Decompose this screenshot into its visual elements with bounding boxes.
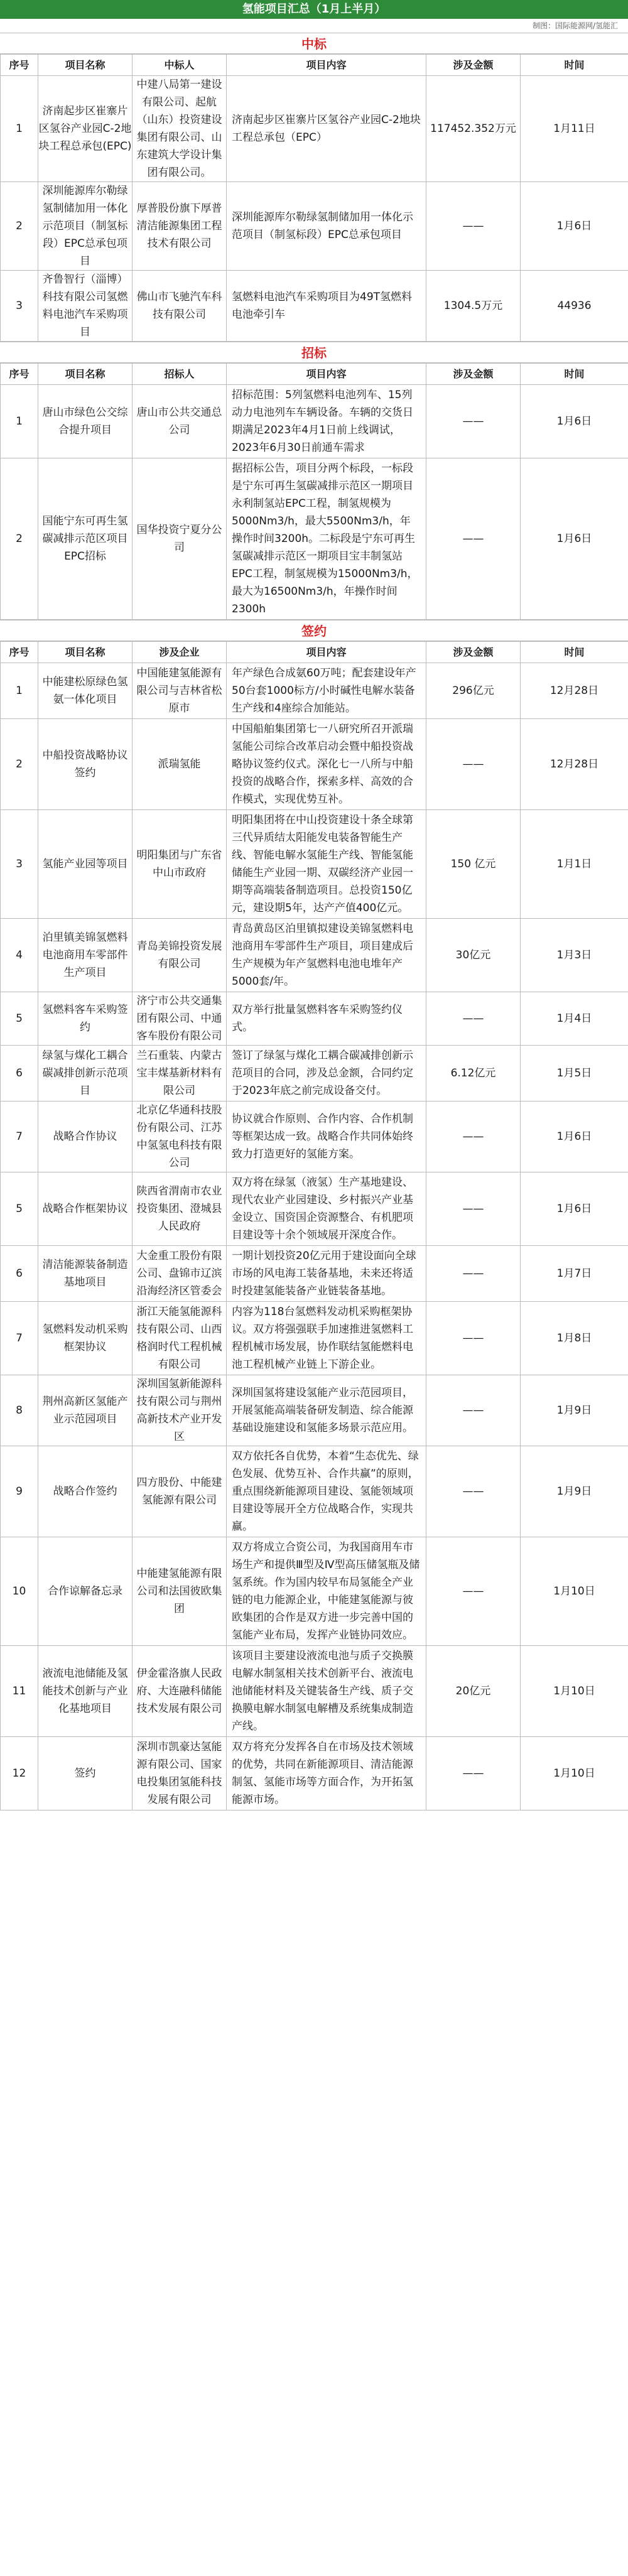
row-number-cell: 11 [1,1646,38,1737]
date-cell: 1月6日 [521,1101,628,1172]
table-header-row [1,55,628,76]
party-name-cell: 厚普股份旗下厚普清洁能源集团工程技术有限公司 [133,182,227,271]
table-row [1,271,628,342]
project-content-cell: 明阳集团将在中山投资建设十条全球第三代异质结太阳能发电装备智能生产线、智能电解水氢能生产线、智能氢能储能生产业园一期、双碳经济产业园一期等高端装备制造项目。总投资150亿元，建设期5年，达产产值400亿元。 [227,810,426,919]
date-cell: 1月6日 [521,1172,628,1246]
party-name-cell: 国华投资宁夏分公司 [133,458,227,620]
header-cell: 项目内容 [227,55,426,76]
amount-cell: 150 亿元 [426,810,521,919]
table-row [1,1046,628,1101]
row-number-cell: 9 [1,1446,38,1537]
table-row [1,1375,628,1446]
project-name-cell: 济南起步区崔寨片区氢谷产业园C-2地块工程总承包(EPC) [38,76,133,182]
row-number-cell: 2 [1,719,38,810]
date-cell: 1月10日 [521,1646,628,1737]
header-cell: 项目名称 [38,364,133,385]
party-name-cell: 中国能建氢能源有限公司与吉林省松原市 [133,663,227,719]
project-content-cell: 双方将成立合资公司，为我国商用车市场生产和提供Ⅲ型及Ⅳ型高压储氢瓶及储氢系统。作为国内较早布局氢能全产业链的电力能源企业，中能建氢能源与彼欧集团的合作是双方进一步完善中国的氢能产业布局，发挥产业链协同效应。 [227,1537,426,1646]
project-name-cell: 氢燃料发动机采购框架协议 [38,1302,133,1375]
project-content-cell: 青岛黄岛区泊里镇拟建设美锦氢燃料电池商用车零部件生产项目，项目建成后生产规模为年产氢燃料电池电堆年产5000套/年。 [227,919,426,992]
party-name-cell: 陕西省渭南市农业投资集团、澄城县人民政府 [133,1172,227,1246]
project-name-cell: 签约 [38,1737,133,1810]
table-row [1,663,628,719]
project-name-cell: 荆州高新区氢能产业示范园项目 [38,1375,133,1446]
party-name-cell: 派瑞氢能 [133,719,227,810]
row-number-cell: 6 [1,1046,38,1101]
date-cell: 1月11日 [521,76,628,182]
project-name-cell: 泊里镇美锦氢燃料电池商用车零部件生产项目 [38,919,133,992]
table-row [1,919,628,992]
project-name-cell: 合作谅解备忘录 [38,1537,133,1646]
project-content-cell: 双方依托各自优势，本着“生态优先、绿色发展、优势互补、合作共赢”的原则，重点围绕新能源项目建设、氢能领域项目建设等展开全方位战略合作，实现共赢。 [227,1446,426,1537]
header-cell: 项目内容 [227,364,426,385]
table-row [1,1646,628,1737]
date-cell: 1月7日 [521,1246,628,1302]
project-name-cell: 深圳能源库尔勒绿氢制储加用一体化示范项目（制氢标段）EPC总承包项目 [38,182,133,271]
project-content-cell: 中国船舶集团第七一八研究所召开派瑞氢能公司综合改革启动会暨中船投资战略协议签约仪式。深化七一八所与中船投资的战略合作，探索多样、高效的合作模式，实现优势互补。 [227,719,426,810]
row-number-cell: 1 [1,385,38,458]
project-content-cell: 氢燃料电池汽车采购项目为49T氢燃料电池牵引车 [227,271,426,342]
amount-cell: —— [426,1302,521,1375]
project-content-cell: 双方将充分发挥各自在市场及技术领域的优势，共同在新能源项目、清洁能源制氢、氢能市场等方面合作，为开拓氢能源市场。 [227,1737,426,1810]
table-row [1,76,628,182]
date-cell: 1月6日 [521,182,628,271]
table-row [1,1302,628,1375]
project-name-cell: 液流电池储能及氢能技术创新与产业化基地项目 [38,1646,133,1737]
date-cell: 1月10日 [521,1537,628,1646]
title-bar: 氢能项目汇总（1月上半月） [0,0,628,19]
amount-cell: —— [426,1375,521,1446]
row-number-cell: 1 [1,76,38,182]
amount-cell: —— [426,1737,521,1810]
party-name-cell: 四方股份、中能建氢能源有限公司 [133,1446,227,1537]
project-name-cell: 齐鲁智行（淄博）科技有限公司氢燃料电池汽车采购项目 [38,271,133,342]
amount-cell: —— [426,1172,521,1246]
section-title-zhaobiao: 招标 [0,342,628,363]
date-cell: 1月1日 [521,810,628,919]
header-cell: 项目名称 [38,55,133,76]
amount-cell: —— [426,458,521,620]
party-name-cell: 青岛美锦投资发展有限公司 [133,919,227,992]
amount-cell: 30亿元 [426,919,521,992]
party-name-cell: 深圳国氢新能源科技有限公司与荆州高新技术产业开发区 [133,1375,227,1446]
row-number-cell: 5 [1,992,38,1046]
date-cell: 1月3日 [521,919,628,992]
header-cell: 项目内容 [227,642,426,663]
amount-cell: —— [426,1246,521,1302]
table-row [1,1246,628,1302]
table-row [1,719,628,810]
party-name-cell: 大金重工股份有限公司、盘锦市辽滨沿海经济区管委会 [133,1246,227,1302]
header-cell: 涉及金额 [426,642,521,663]
date-cell: 1月9日 [521,1446,628,1537]
header-cell: 时间 [521,364,628,385]
amount-cell: —— [426,182,521,271]
row-number-cell: 7 [1,1302,38,1375]
table-row [1,1446,628,1537]
date-cell: 1月10日 [521,1737,628,1810]
row-number-cell: 8 [1,1375,38,1446]
amount-cell: —— [426,1446,521,1537]
date-cell: 1月9日 [521,1375,628,1446]
amount-cell: —— [426,1101,521,1172]
party-name-cell: 明阳集团与广东省中山市政府 [133,810,227,919]
row-number-cell: 4 [1,919,38,992]
amount-cell: 6.12亿元 [426,1046,521,1101]
project-content-cell: 年产绿色合成氨60万吨；配套建设年产50台套1000标方/小时碱性电解水装备生产线和4座综合加能站。 [227,663,426,719]
table-row [1,182,628,271]
table-row [1,385,628,458]
project-content-cell: 一期计划投资20亿元用于建设面向全球市场的风电海工装备基地，未来还将适时投建氢能装备产业链装备基地。 [227,1246,426,1302]
header-cell: 序号 [1,642,38,663]
header-cell: 中标人 [133,55,227,76]
table-row [1,1537,628,1646]
amount-cell: 20亿元 [426,1646,521,1737]
table-qianyue [0,641,628,1810]
project-name-cell: 氢能产业园等项目 [38,810,133,919]
table-row [1,1737,628,1810]
table-header-row [1,642,628,663]
date-cell: 1月8日 [521,1302,628,1375]
party-name-cell: 北京亿华通科技股份有限公司、江苏中氢氢电科技有限公司 [133,1101,227,1172]
project-name-cell: 中船投资战略协议签约 [38,719,133,810]
date-cell: 1月6日 [521,385,628,458]
row-number-cell: 3 [1,810,38,919]
date-cell: 44936 [521,271,628,342]
project-content-cell: 深圳能源库尔勒绿氢制储加用一体化示范项目（制氢标段）EPC总承包项目 [227,182,426,271]
table-zhaobiao [0,363,628,620]
table-row [1,458,628,620]
project-name-cell: 唐山市绿色公交综合提升项目 [38,385,133,458]
row-number-cell: 6 [1,1246,38,1302]
header-cell: 项目名称 [38,642,133,663]
project-name-cell: 氢燃料客车采购签约 [38,992,133,1046]
date-cell: 1月4日 [521,992,628,1046]
project-content-cell: 双方将在绿氢（液氢）生产基地建设、现代农业产业园建设、乡村振兴产业基金设立、国资国企资源整合、有机肥项目建设等十余个领域展开深度合作。 [227,1172,426,1246]
row-number-cell: 2 [1,458,38,620]
project-name-cell: 战略合作协议 [38,1101,133,1172]
project-name-cell: 战略合作签约 [38,1446,133,1537]
row-number-cell: 12 [1,1737,38,1810]
project-content-cell: 深圳国氢将建设氢能产业示范园项目，开展氢能高端装备研发制造、综合能源基础设施建设和氢能多场景示范应用。 [227,1375,426,1446]
project-content-cell: 济南起步区崔寨片区氢谷产业园C-2地块工程总承包（EPC） [227,76,426,182]
project-content-cell: 协议就合作原则、合作内容、合作机制等框架达成一致。战略合作共同体始终致力打造更好的氢能方案。 [227,1101,426,1172]
header-cell: 序号 [1,364,38,385]
table-row [1,1172,628,1246]
date-cell: 12月28日 [521,719,628,810]
header-cell: 时间 [521,642,628,663]
header-cell: 招标人 [133,364,227,385]
table-row [1,992,628,1046]
amount-cell: 296亿元 [426,663,521,719]
amount-cell: 1304.5万元 [426,271,521,342]
amount-cell: 117452.352万元 [426,76,521,182]
party-name-cell: 济宁市公共交通集团有限公司、中通客车股份有限公司 [133,992,227,1046]
party-name-cell: 唐山市公共交通总公司 [133,385,227,458]
table-header-row [1,364,628,385]
amount-cell: —— [426,385,521,458]
project-content-cell: 该项目主要建设液流电池与质子交换膜电解水制氢相关技术创新平台、液流电池储能材料及关键装备生产线、质子交换膜电解水制氢电解槽及系统集成制造产线。 [227,1646,426,1737]
project-content-cell: 签订了绿氢与煤化工耦合碳减排创新示范项目的合同，涉及总金额，合同约定于2023年底之前完成设备交付。 [227,1046,426,1101]
header-cell: 序号 [1,55,38,76]
date-cell: 1月6日 [521,458,628,620]
party-name-cell: 浙江天能氢能源科技有限公司、山西格润时代工程机械有限公司 [133,1302,227,1375]
party-name-cell: 伊金霍洛旗人民政府、大连融科储能技术发展有限公司 [133,1646,227,1737]
row-number-cell: 3 [1,271,38,342]
section-title-qianyue: 签约 [0,620,628,641]
row-number-cell: 1 [1,663,38,719]
amount-cell: —— [426,719,521,810]
party-name-cell: 深圳市凯豪达氢能源有限公司、国家电投集团氢能科技发展有限公司 [133,1737,227,1810]
date-cell: 1月5日 [521,1046,628,1101]
party-name-cell: 中建八局第一建设有限公司、起航（山东）投资建设集团有限公司、山东建筑大学设计集团有限公司。 [133,76,227,182]
table-row [1,810,628,919]
amount-cell: —— [426,1537,521,1646]
row-number-cell: 10 [1,1537,38,1646]
project-content-cell: 据招标公告，项目分两个标段，一标段是宁东可再生氢碳减排示范区一期项目永利制氢站EPC工程，制氢规模为5000Nm3/h，最大5500Nm3/h，年操作时间3200h。二标段是宁东可再生氢碳减排示范区一期项目宝丰制氢站EPC工程，制氢规模为15000Nm3/h，最大为16500Nm3/h，年操作时间2300h [227,458,426,620]
section-title-zhongbiao: 中标 [0,33,628,54]
row-number-cell: 5 [1,1172,38,1246]
header-cell: 涉及金额 [426,364,521,385]
party-name-cell: 兰石重装、内蒙古宝丰煤基新材料有限公司 [133,1046,227,1101]
header-cell: 涉及金额 [426,55,521,76]
party-name-cell: 中能建氢能源有限公司和法国彼欧集团 [133,1537,227,1646]
project-name-cell: 战略合作框架协议 [38,1172,133,1246]
table-zhongbiao [0,54,628,342]
header-cell: 涉及企业 [133,642,227,663]
table-row [1,1101,628,1172]
party-name-cell: 佛山市飞驰汽车科技有限公司 [133,271,227,342]
project-content-cell: 内容为118台氢燃料发动机采购框架协议。双方将强强联手加速推进氢燃料工程机械市场发展，协作联结氢能燃料电池工程机械产业链上下游企业。 [227,1302,426,1375]
project-content-cell: 双方举行批量氢燃料客车采购签约仪式。 [227,992,426,1046]
project-name-cell: 国能宁东可再生氢碳减排示范区项目EPC招标 [38,458,133,620]
date-cell: 12月28日 [521,663,628,719]
project-name-cell: 绿氢与煤化工耦合碳减排创新示范项目 [38,1046,133,1101]
project-name-cell: 清洁能源装备制造基地项目 [38,1246,133,1302]
maker-credit: 制图：国际能源网/氢能汇 [532,21,618,30]
header-cell: 时间 [521,55,628,76]
project-name-cell: 中能建松原绿色氢氨一体化项目 [38,663,133,719]
row-number-cell: 2 [1,182,38,271]
project-content-cell: 招标范围：5列氢燃料电池列车、15列动力电池列车车辆设备。车辆的交货日期满足2023年4月1日前上线调试，2023年6月30日前通车需求 [227,385,426,458]
row-number-cell: 7 [1,1101,38,1172]
amount-cell: —— [426,992,521,1046]
